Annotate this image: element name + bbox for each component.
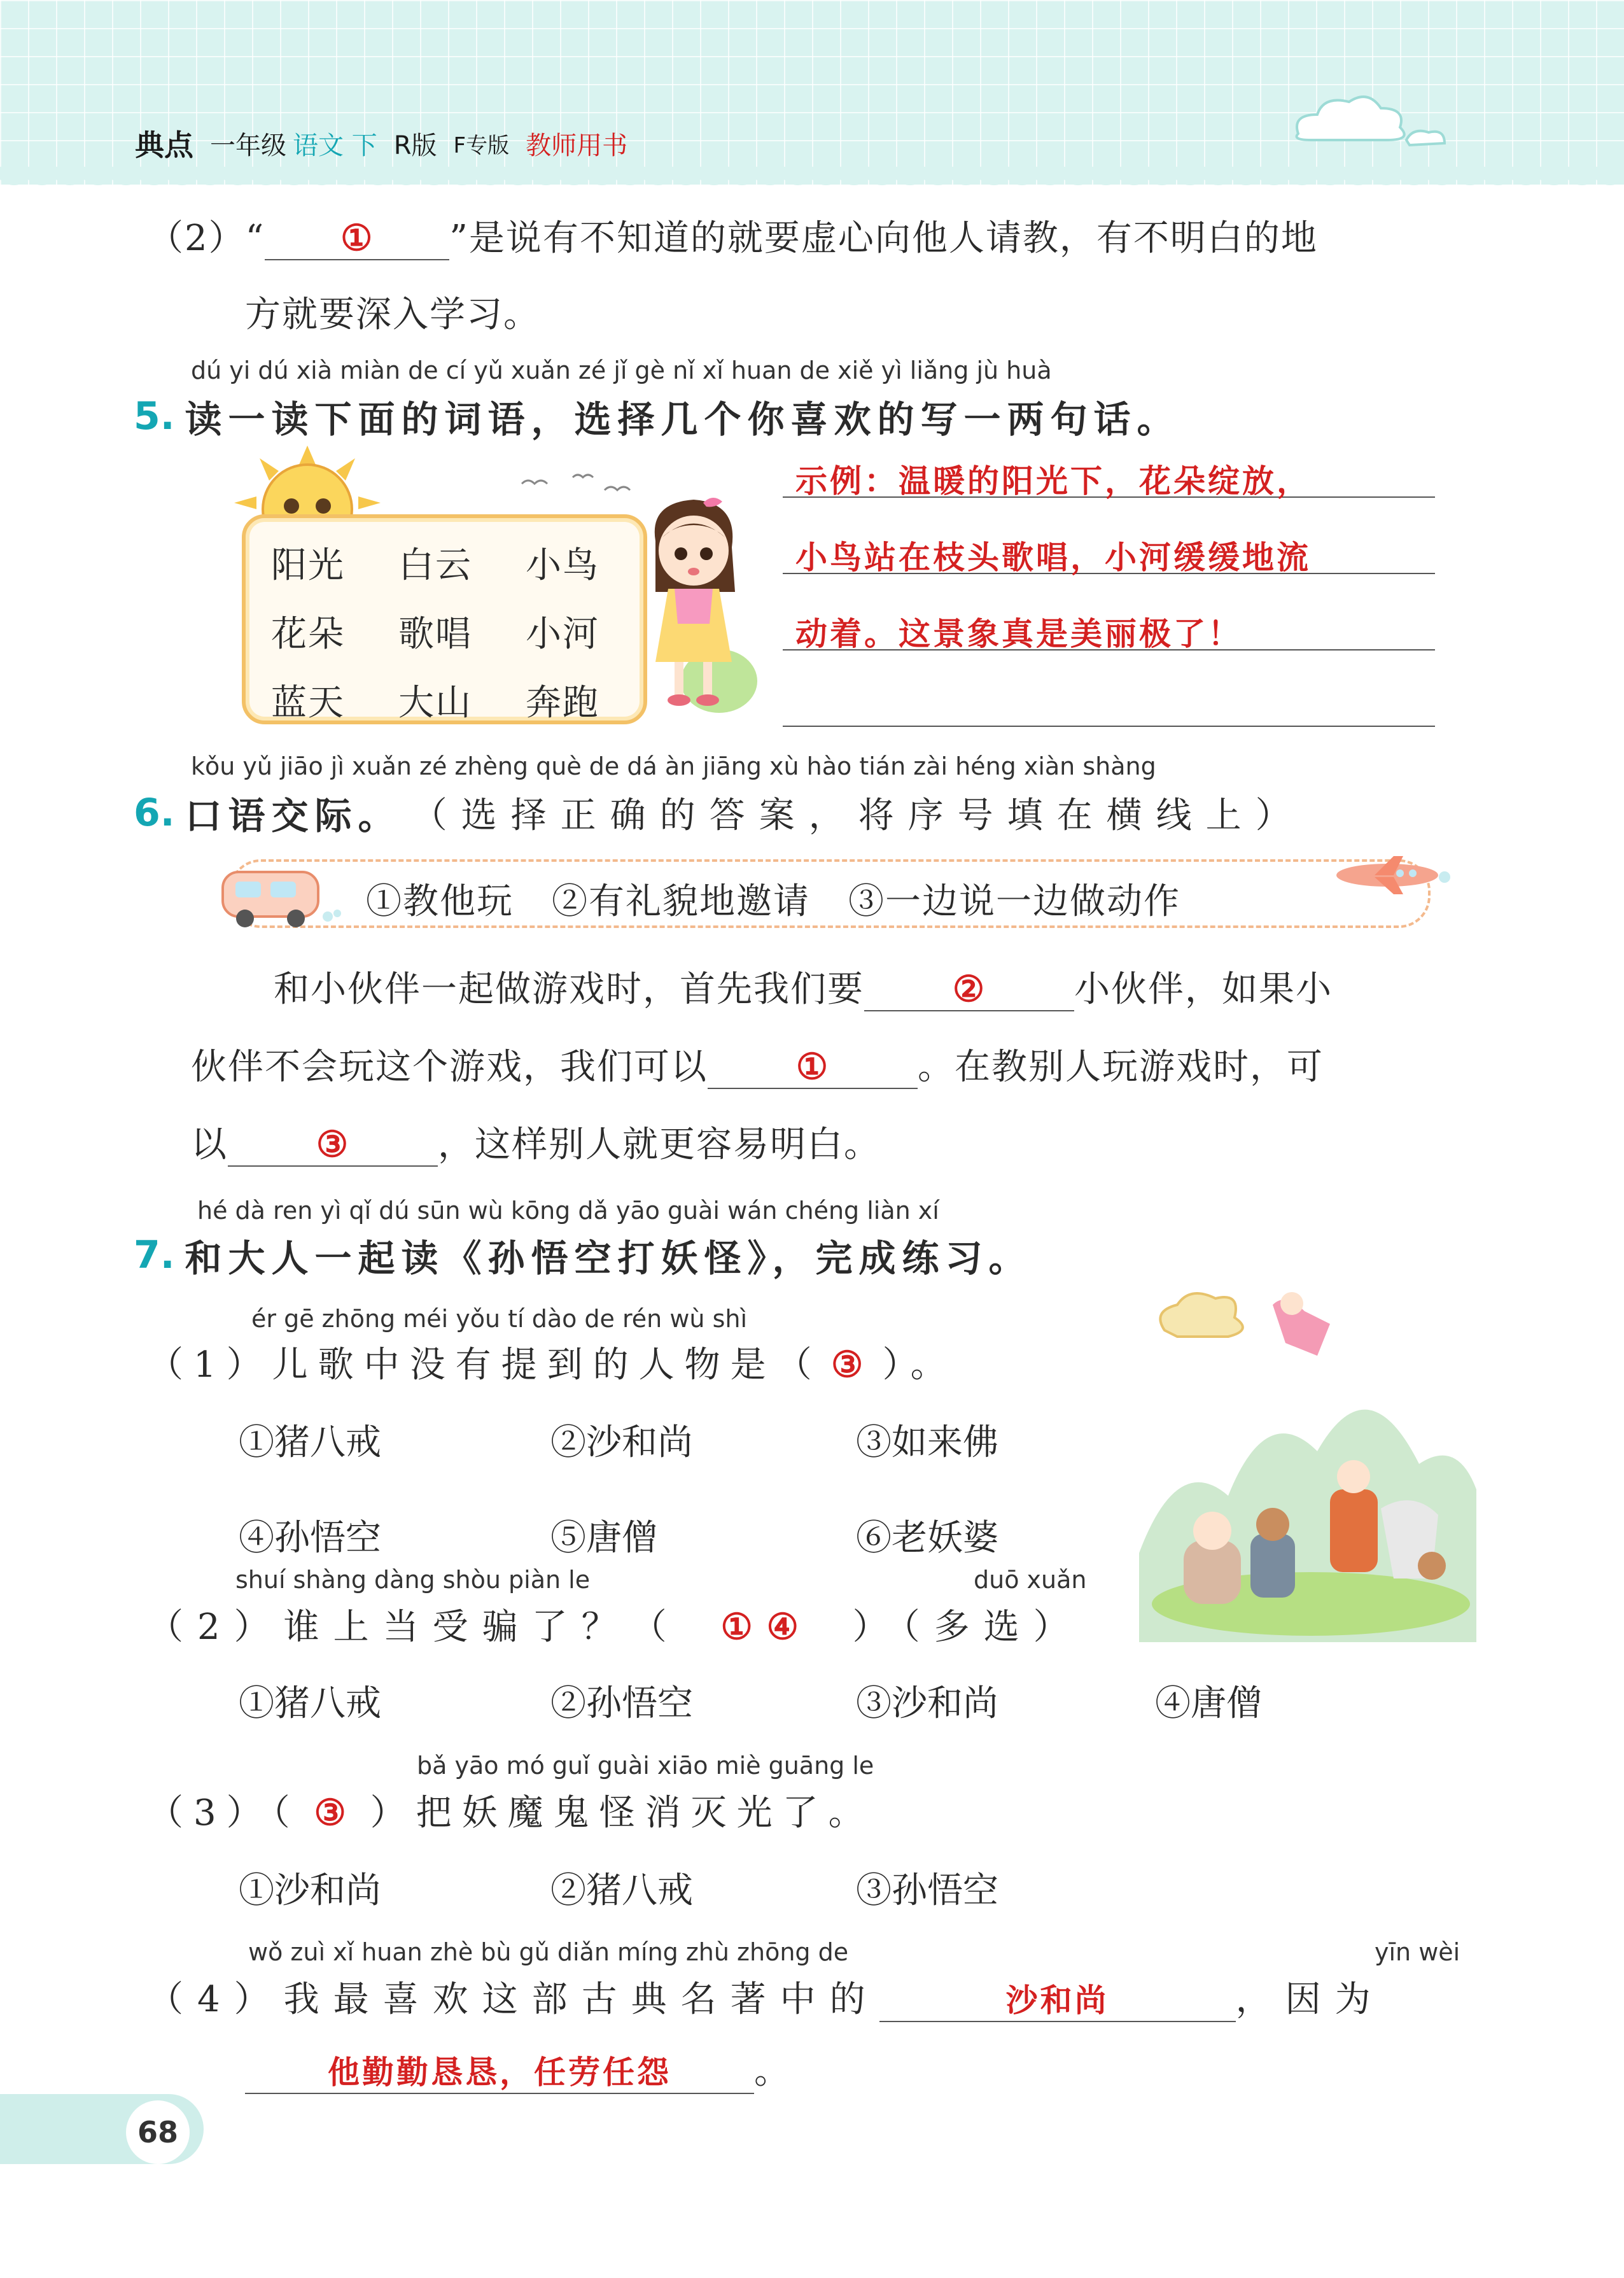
q5-heading	[134, 390, 1180, 443]
word-item: 小鸟	[526, 545, 599, 586]
word-item: 阳光	[271, 545, 345, 586]
q7-3-options	[239, 1862, 1110, 1913]
option-item: ④唐僧	[1155, 1683, 1262, 1724]
q6-line2: 伙伴不会玩这个游戏，我们可以 ① 。在教别人玩游戏时，可	[191, 1046, 1324, 1088]
answer-q7-1: ③	[831, 1344, 874, 1386]
q7-2-pinyin-extra: duō xuǎn	[974, 1566, 1087, 1594]
q7-4-pinyin: wǒ zuì xǐ huan zhè bù gǔ diǎn míng zhù zhōng de	[248, 1938, 849, 1966]
option-item: ④孙悟空	[239, 1517, 381, 1559]
q6-options	[366, 873, 1180, 924]
option-item: ①教他玩	[366, 881, 514, 922]
q7-3-question: （3）（ ③ ）把妖魔鬼怪消灭光了。	[148, 1792, 874, 1834]
q7-heading	[134, 1228, 1032, 1282]
option-item: ②沙和尚	[550, 1422, 693, 1463]
header-bar	[135, 124, 627, 162]
q6-pinyin: kǒu yǔ jiāo jì xuǎn zé zhèng què de dá àn jiāng xù hào tián zài héng xiàn shàng	[191, 752, 1156, 780]
q7-4-pinyin-extra: yīn wèi	[1375, 1938, 1460, 1966]
option-item: ①猪八戒	[239, 1422, 381, 1463]
word-item: 白云	[398, 545, 472, 586]
q7-2-options	[239, 1675, 1346, 1726]
option-item: ③一边说一边做动作	[848, 881, 1180, 922]
header-edition: R版	[393, 130, 437, 160]
option-item: ⑤唐僧	[550, 1517, 657, 1559]
answer-line: 示例：温暖的阳光下，花朵绽放，	[783, 452, 1435, 498]
page-number-circle	[126, 2100, 190, 2164]
option-item: ①猪八戒	[239, 1683, 381, 1724]
q6-line3: 以 ③ ，这样别人就更容易明白。	[191, 1123, 881, 1165]
q5-answer-area	[783, 452, 1435, 652]
answer-q4-2: ①	[340, 217, 374, 259]
q7-3-pinyin: bǎ yāo mó guǐ guài xiāo miè guāng le	[417, 1752, 874, 1780]
q6-title: 口语交际。	[185, 794, 402, 838]
birds-icon	[515, 465, 636, 503]
q7-2-question: （2）谁上当受骗了？（ ①④ ）（多选）	[148, 1606, 1083, 1648]
word-item: 大山	[398, 682, 472, 724]
q5-number: 5.	[134, 394, 175, 439]
q7-1-question: （1）儿歌中没有提到的人物是（ ③ ）。	[148, 1344, 956, 1386]
option-item: ③孙悟空	[856, 1870, 998, 1911]
option-item: ③如来佛	[856, 1422, 998, 1463]
header-book-type: 教师用书	[526, 130, 628, 160]
answer-q7-4-character: 沙和尚	[1005, 1981, 1109, 2019]
q7-2-pinyin: shuí shàng dàng shòu piàn le	[235, 1566, 591, 1594]
answer-line: 小鸟站在枝头歌唱，小河缓缓地流	[783, 528, 1435, 574]
airplane-icon	[1330, 853, 1451, 897]
answer-line: 动着。这景象真是美丽极了！	[783, 605, 1435, 650]
cloud-icon	[1285, 83, 1451, 153]
word-item: 小河	[526, 614, 599, 655]
option-item: ③沙和尚	[856, 1683, 998, 1724]
q6-heading	[134, 786, 1305, 840]
answer-q6-2: ①	[795, 1046, 830, 1088]
answer-q7-2: ①④	[720, 1606, 813, 1648]
option-item: ②孙悟空	[550, 1683, 693, 1724]
bus-icon	[216, 862, 344, 932]
option-item: ①沙和尚	[239, 1870, 381, 1911]
answer-q6-3: ③	[316, 1123, 350, 1165]
girl-illustration	[630, 490, 757, 719]
answer-line	[783, 681, 1435, 727]
page-number: 68	[137, 2115, 178, 2149]
journey-west-illustration	[1139, 1286, 1476, 1642]
header-special: F专版	[453, 132, 510, 158]
q6-subtitle: （选择正确的答案，将序号填在横线上）	[411, 795, 1305, 836]
answer-q7-3: ③	[314, 1792, 356, 1834]
q6-number: 6.	[134, 791, 175, 835]
q5-pinyin: dú yi dú xià miàn de cí yǔ xuǎn zé jǐ gè nǐ xǐ huan de xiě yì liǎng jù huà	[191, 356, 1052, 384]
q7-1-options	[239, 1414, 1110, 1561]
q4-part2-line1: （2）“ ① ”是说有不知道的就要虚心向他人请教，有不明白的地	[148, 217, 1318, 259]
q7-4-reason: 他勤勤恳恳，任劳任怨 。	[245, 2043, 791, 2094]
brand-logo: 典点	[135, 128, 193, 162]
q7-1-pinyin: ér gē zhōng méi yǒu tí dào de rén wù shì	[251, 1305, 748, 1333]
q5-title: 读一读下面的词语，选择几个你喜欢的写一两句话。	[185, 398, 1180, 441]
q7-4-question: （4）我最喜欢这部古典名著中的 沙和尚 ，因为	[148, 1971, 1385, 2022]
answer-q6-1: ②	[952, 968, 986, 1010]
option-item: ②猪八戒	[550, 1870, 693, 1911]
q7-number: 7.	[134, 1233, 175, 1277]
word-box	[242, 514, 647, 724]
q4-part2-line2: 方就要深入学习。	[245, 294, 540, 335]
word-item: 蓝天	[271, 682, 345, 724]
word-item: 奔跑	[526, 682, 599, 724]
q7-title: 和大人一起读《孙悟空打妖怪》，完成练习。	[185, 1237, 1032, 1280]
q6-line1: 和小伙伴一起做游戏时，首先我们要 ② 小伙伴，如果小	[274, 968, 1333, 1010]
q7-pinyin: hé dà ren yì qǐ dú sūn wù kōng dǎ yāo guài wán chéng liàn xí	[197, 1197, 939, 1225]
option-item: ②有礼貌地邀请	[552, 881, 810, 922]
header-wave-border	[0, 167, 1624, 192]
option-item: ⑥老妖婆	[856, 1517, 998, 1559]
word-item: 花朵	[271, 614, 345, 655]
word-item: 歌唱	[398, 614, 472, 655]
header-grade: 一年级	[210, 130, 286, 160]
word-grid	[271, 537, 627, 726]
answer-q7-4-reason: 他勤勤恳恳，任劳任怨	[328, 2053, 671, 2091]
header-subject: 语文 下	[293, 130, 377, 160]
